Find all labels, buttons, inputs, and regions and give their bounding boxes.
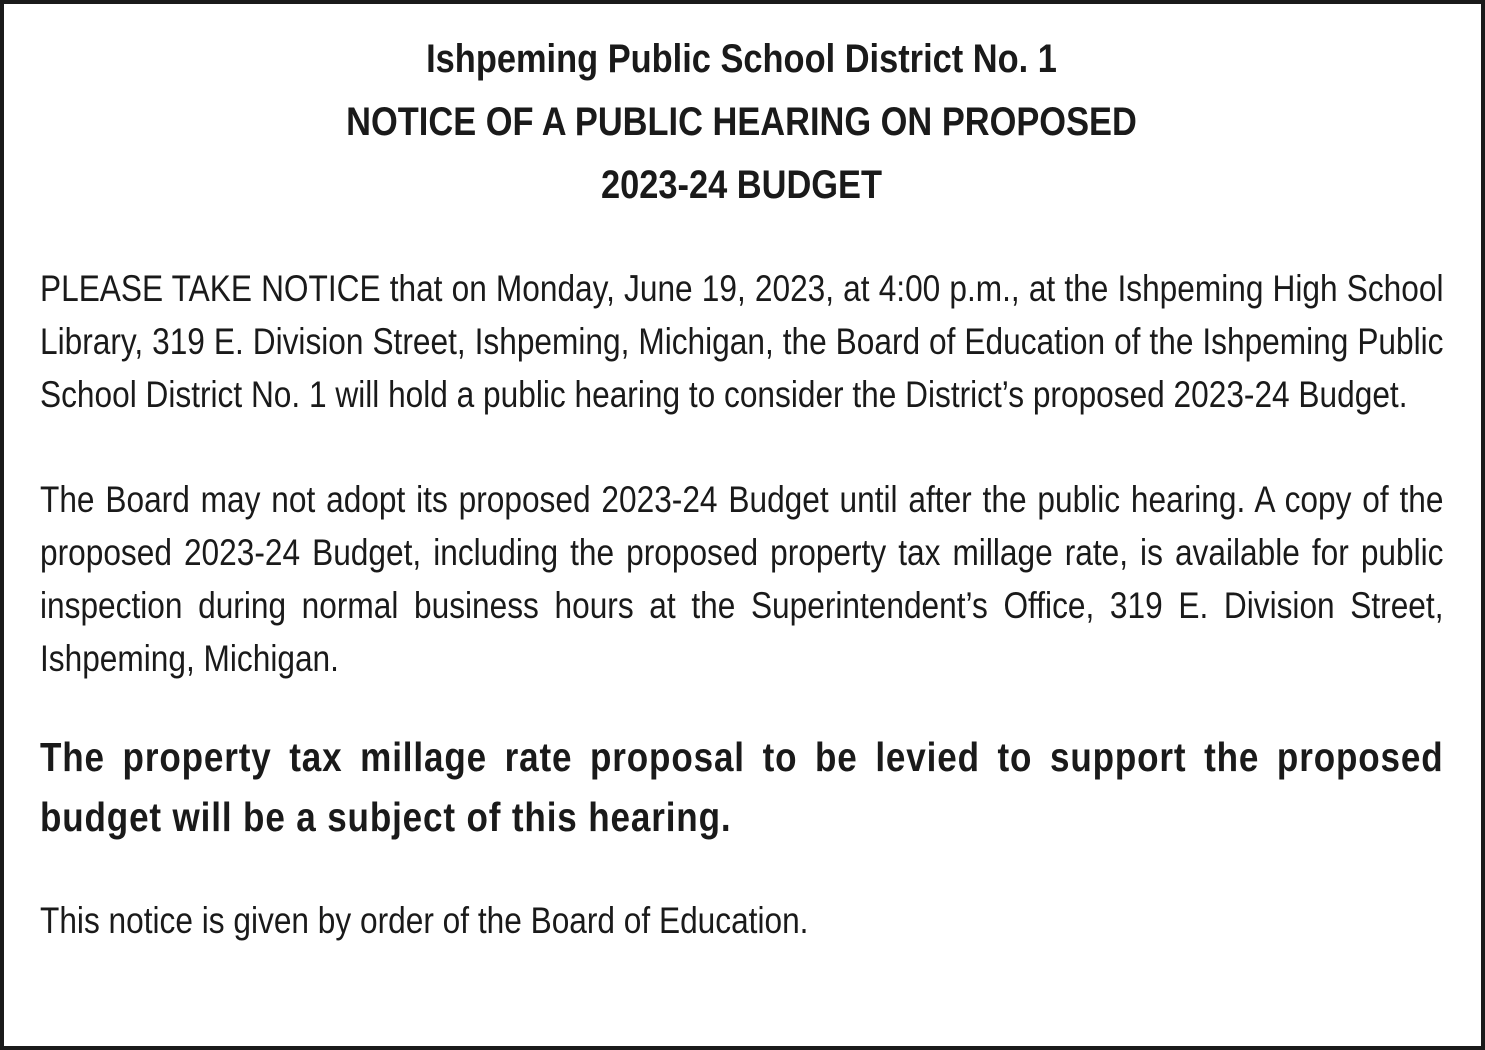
hearing-details-paragraph: PLEASE TAKE NOTICE that on Monday, June 19, 2023, at 4:00 p.m., at the Ishpeming High School Library, 319 E. Division Street, Ishpeming, Michigan, the Board of Education of the Ishpeming Public School District No. 1 will hold a public hearing to consider the District’s proposed 2023-24 Budget. xyxy=(40,268,1444,415)
notice-title: NOTICE OF A PUBLIC HEARING ON PROPOSED xyxy=(346,100,1137,144)
notice-header xyxy=(138,28,1345,217)
millage-rate-paragraph: The property tax millage rate proposal to be levied to support the proposed budget will be a subject of this hearing. xyxy=(40,734,1444,840)
district-name: Ishpeming Public School District No. 1 xyxy=(426,37,1057,81)
budget-availability-paragraph: The Board may not adopt its proposed 2023-24 Budget until after the public hearing. A copy of the proposed 2023-24 Budget, including the proposed property tax millage rate, is available for public inspection during normal business hours at the Superintendent’s Office, 319 E. Division Street, Ishpeming, Michigan. xyxy=(40,479,1444,679)
order-statement: This notice is given by order of the Board of Education. xyxy=(40,900,809,941)
budget-year: 2023-24 BUDGET xyxy=(600,163,883,207)
